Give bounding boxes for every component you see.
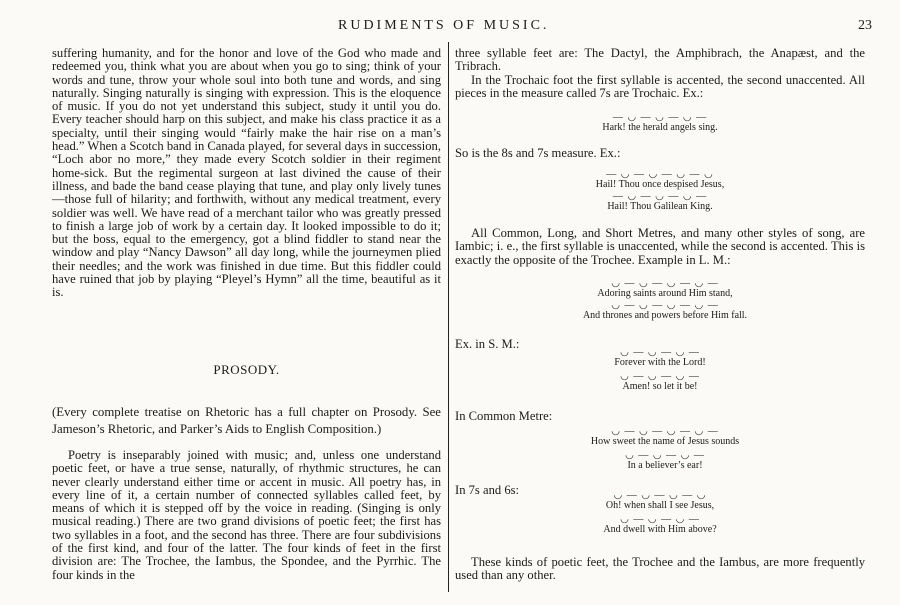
reference-note: (Every complete treatise on Rhetoric has a full chapter on Prosody. See Jameson’s Rhetoric, and Parker’s Aids to English Composition.) [52,405,441,436]
example-common-metre: ◡ — ◡ — ◡ — ◡ — How sweet the name of Jesus sounds ◡ — ◡ — ◡ — In a believer’s ear! [590,426,740,471]
column-divider [448,42,449,592]
example-8s7s: — ◡ — ◡ — ◡ — ◡ Hail! Thou once despised Jesus, — ◡ — ◡ — ◡ — Hail! Thou Galilean King. [595,169,725,212]
right-paragraph-1: three syllable feet are: The Dactyl, the Amphibrach, the Anapæst, and the Tribrach. In the Trochaic foot the first syllable is accented, the second unaccented. All pieces in the measure called 7s are Trochaic. Ex.: [455,46,865,100]
right-paragraph-iambic: All Common, Long, and Short Metres, and many other styles of song, are Iambic; i. e., the first syllable is unaccented, while the second is accented. This is exactly the opposite of the Trochee. Example in L. M.: [455,226,865,267]
example-long-metre: ◡ — ◡ — ◡ — ◡ — Adoring saints around Him stand, ◡ — ◡ — ◡ — ◡ — And thrones and powers before Him fall. [582,278,748,321]
example-label-cm: In Common Metre: [455,409,553,423]
page-header [0,18,900,38]
left-paragraph-1: suffering humanity, and for the honor and love of the God who made and redeemed you, think what you are about when you go to sing; think of your words and tune, throw your whole soul into both tune and words, and sing naturally. Singing naturally is singing with expression. This is the eloquence of music. If you do not yet understand this subject, study it until you do. Every teacher should harp on this subject, and make his class practice it as a specialty, until their singing would “fairly make the hair rise on a man’s head.” When a Scotch band in Canada played, for several days in succession, “Loch abor no more,” they made every Scotch soldier in their regiment home-sick. But the regimental surgeon at last divined the cause of their illness, and bade the band cease playing that tune, and play only lively tunes—those full of hilarity; and forthwith, without any medical treatment, every soldier was well. We have read of a merchant tailor who was greatly pressed to finish a large job of work by a certain day. It looked impossible to do it; but the boss, equal to the emergency, got a blind fiddler to stand near the window and play “Nancy Dawson” all day long, while the journeymen plied their needles; and the work was finished in due time. But this fiddler could have ruined that job by playing “Pleyel’s Hymn” all the time, beautiful as it is. [52,46,441,300]
left-paragraph-2: Poetry is inseparably joined with music; and, unless one understand poetic feet, or have a true sense, naturally, of rhythmic structures, he can never clearly understand either time or accent in music. All poetry has, in every line of it, a certain number of connected syllables called feet, by means of which it is stepped off by the voice in reading. (Singing is only musical reading.) There are two grand divisions of poetic feet; the first has two syllables in a foot, and the second has three. There are four subdivisions of the first kind, and four of the latter. The four kinds of feet in the first division are: The Trochee, the Iambus, the Spondee, and the Pyrrhic. The four kinds in the [52,448,441,582]
example-label-8s7s: So is the 8s and 7s measure. Ex.: [455,146,621,160]
example-7s6s: ◡ — ◡ — ◡ — ◡ Oh! when shall I see Jesus, ◡ — ◡ — ◡ — And dwell with Him above? [603,490,717,535]
right-paragraph-final: These kinds of poetic feet, the Trochee and the Iambus, are more frequently used than any other. [455,555,865,583]
example-trochaic-7s: — ◡ — ◡ — ◡ — Hark! the herald angels sing. [602,112,718,133]
running-title: RUDIMENTS OF MUSIC. [338,18,550,33]
example-label-7s6s: In 7s and 6s: [455,483,520,497]
section-heading: PROSODY. [213,362,280,377]
page-number: 23 [858,18,872,33]
example-short-metre: ◡ — ◡ — ◡ — Forever with the Lord! ◡ — ◡ — ◡ — Amen! so let it be! [614,347,706,392]
example-label-sm: Ex. in S. M.: [455,337,520,351]
